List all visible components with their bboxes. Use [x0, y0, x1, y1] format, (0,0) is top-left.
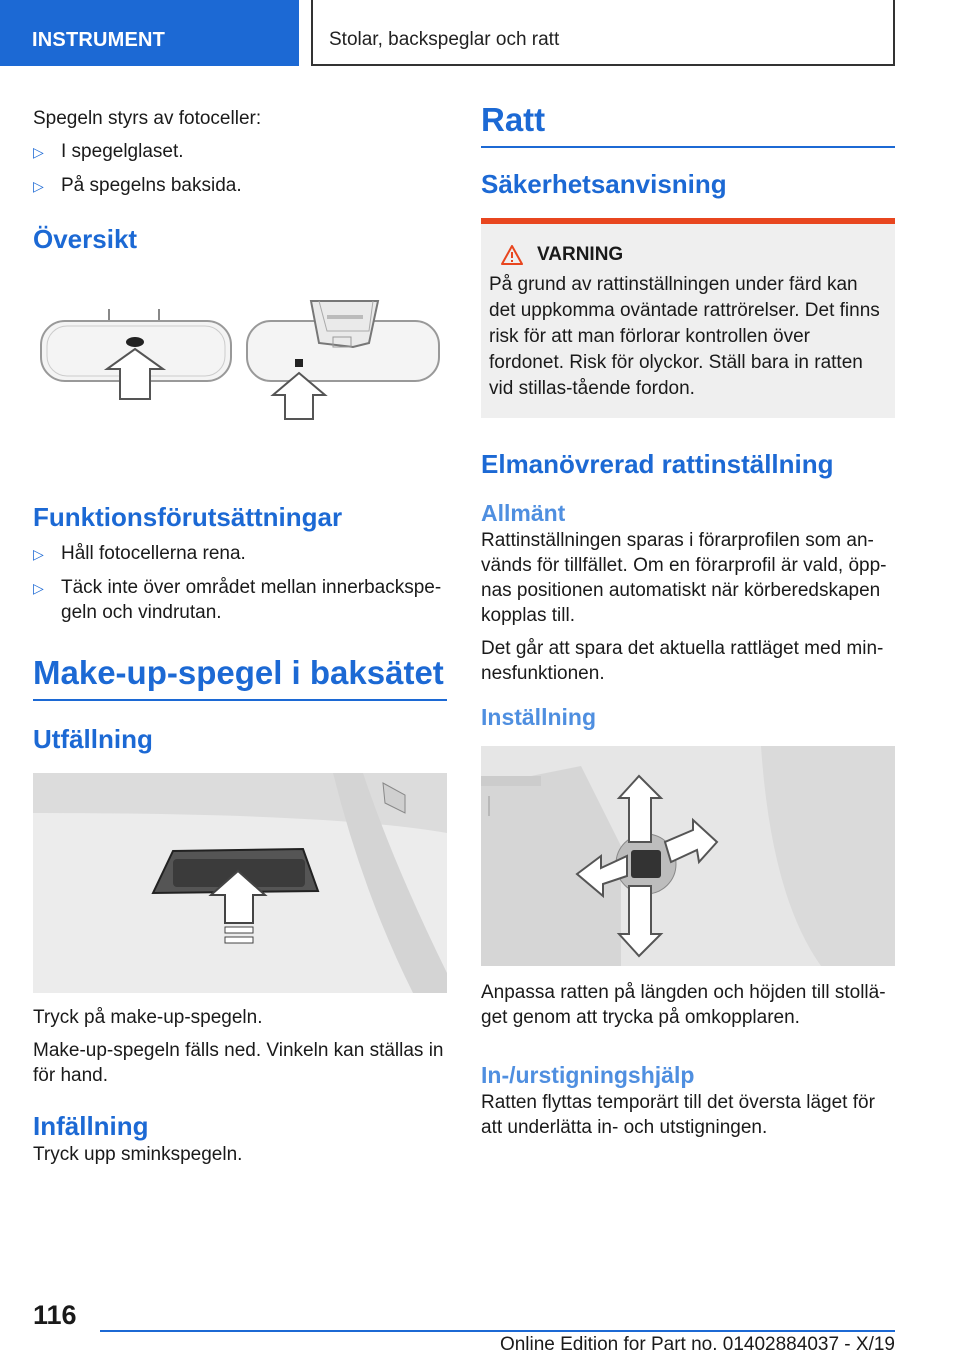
- allmant-text-1: Rattinställningen sparas i förarprofilen som an-vänds för tillfället. Om en förarprofil är vald, öpp-nas positionen automatiskt när körberedskapen kopplas till.: [481, 530, 887, 626]
- section-heading-infallning: Infällning: [33, 1111, 149, 1141]
- list-item-text: På spegelns baksida.: [61, 175, 242, 196]
- mirror-illustration: [33, 291, 447, 491]
- page-number: 116: [33, 1300, 77, 1330]
- steering-switch-illustration: [481, 746, 895, 966]
- chapter-heading-ratt: Ratt: [481, 100, 895, 148]
- section-heading-oversikt: Översikt: [33, 224, 138, 254]
- list-item: [33, 541, 447, 567]
- list-item-text: Täck inte över området mellan innerbackspe-geln och vindrutan.: [61, 577, 442, 623]
- instig-text: Ratten flyttas temporärt till det översta läget för att underlätta in- och utstigningen.: [481, 1092, 875, 1138]
- section-heading-funktion: Funktionsförutsättningar: [33, 502, 343, 532]
- subheading-installning: Inställning: [481, 704, 596, 730]
- subheading-instig: In-/urstigningshjälp: [481, 1062, 695, 1088]
- section-heading-utfallning: Utfällning: [33, 724, 153, 754]
- section-heading-sakerhet: Säkerhetsanvisning: [481, 169, 727, 199]
- subheading-allmant: Allmänt: [481, 500, 566, 526]
- bullet-triangle-icon: ▷: [33, 546, 44, 562]
- chapter-title: Stolar, backspeglar och ratt: [311, 0, 895, 66]
- footer-divider: [100, 1330, 895, 1332]
- bullet-triangle-icon: ▷: [33, 144, 44, 160]
- bullet-triangle-icon: ▷: [33, 580, 44, 596]
- warning-box: [481, 218, 895, 418]
- utfallning-text-1: Tryck på make-up-spegeln.: [33, 1007, 263, 1028]
- list-item-text: Håll fotocellerna rena.: [61, 543, 246, 564]
- chapter-heading-makeup: Make-up-spegel i baksätet: [33, 653, 447, 701]
- infallning-text: Tryck upp sminkspegeln.: [33, 1144, 243, 1165]
- list-item: [33, 173, 447, 199]
- right-column: [481, 100, 895, 1148]
- installning-text: Anpassa ratten på längden och höjden till stollä-get genom att trycka på omkopplaren.: [481, 982, 886, 1028]
- warning-header: [489, 244, 887, 266]
- intro-text: Spegeln styrs av fotoceller:: [33, 108, 262, 129]
- section-tab: INSTRUMENT: [0, 0, 299, 66]
- footer-edition: Online Edition for Part no. 01402884037 - X/19: [499, 1334, 895, 1355]
- list-item-text: I spegelglaset.: [61, 141, 184, 162]
- warning-title: VARNING: [537, 244, 624, 265]
- bullet-triangle-icon: ▷: [33, 178, 44, 194]
- makeup-mirror-illustration: [33, 773, 447, 993]
- utfallning-text-2: Make-up-spegeln fälls ned. Vinkeln kan ställas in för hand.: [33, 1040, 444, 1086]
- list-item: [33, 575, 447, 625]
- warning-text: På grund av rattinställningen under färd kan det uppkomma oväntade rattrörelser. Det finns risk för att man förlorar kontrollen över fordonet. Risk för olyckor. Ställ bara in ratten vid stillas-tående fordon.: [489, 274, 880, 399]
- list-item: [33, 139, 447, 165]
- allmant-text-2: Det går att spara det aktuella rattläget med min-nesfunktionen.: [481, 638, 884, 684]
- section-heading-elman: Elmanövrerad rattinställning: [481, 449, 834, 479]
- warning-triangle-icon: [501, 245, 523, 265]
- left-column: [33, 100, 447, 1175]
